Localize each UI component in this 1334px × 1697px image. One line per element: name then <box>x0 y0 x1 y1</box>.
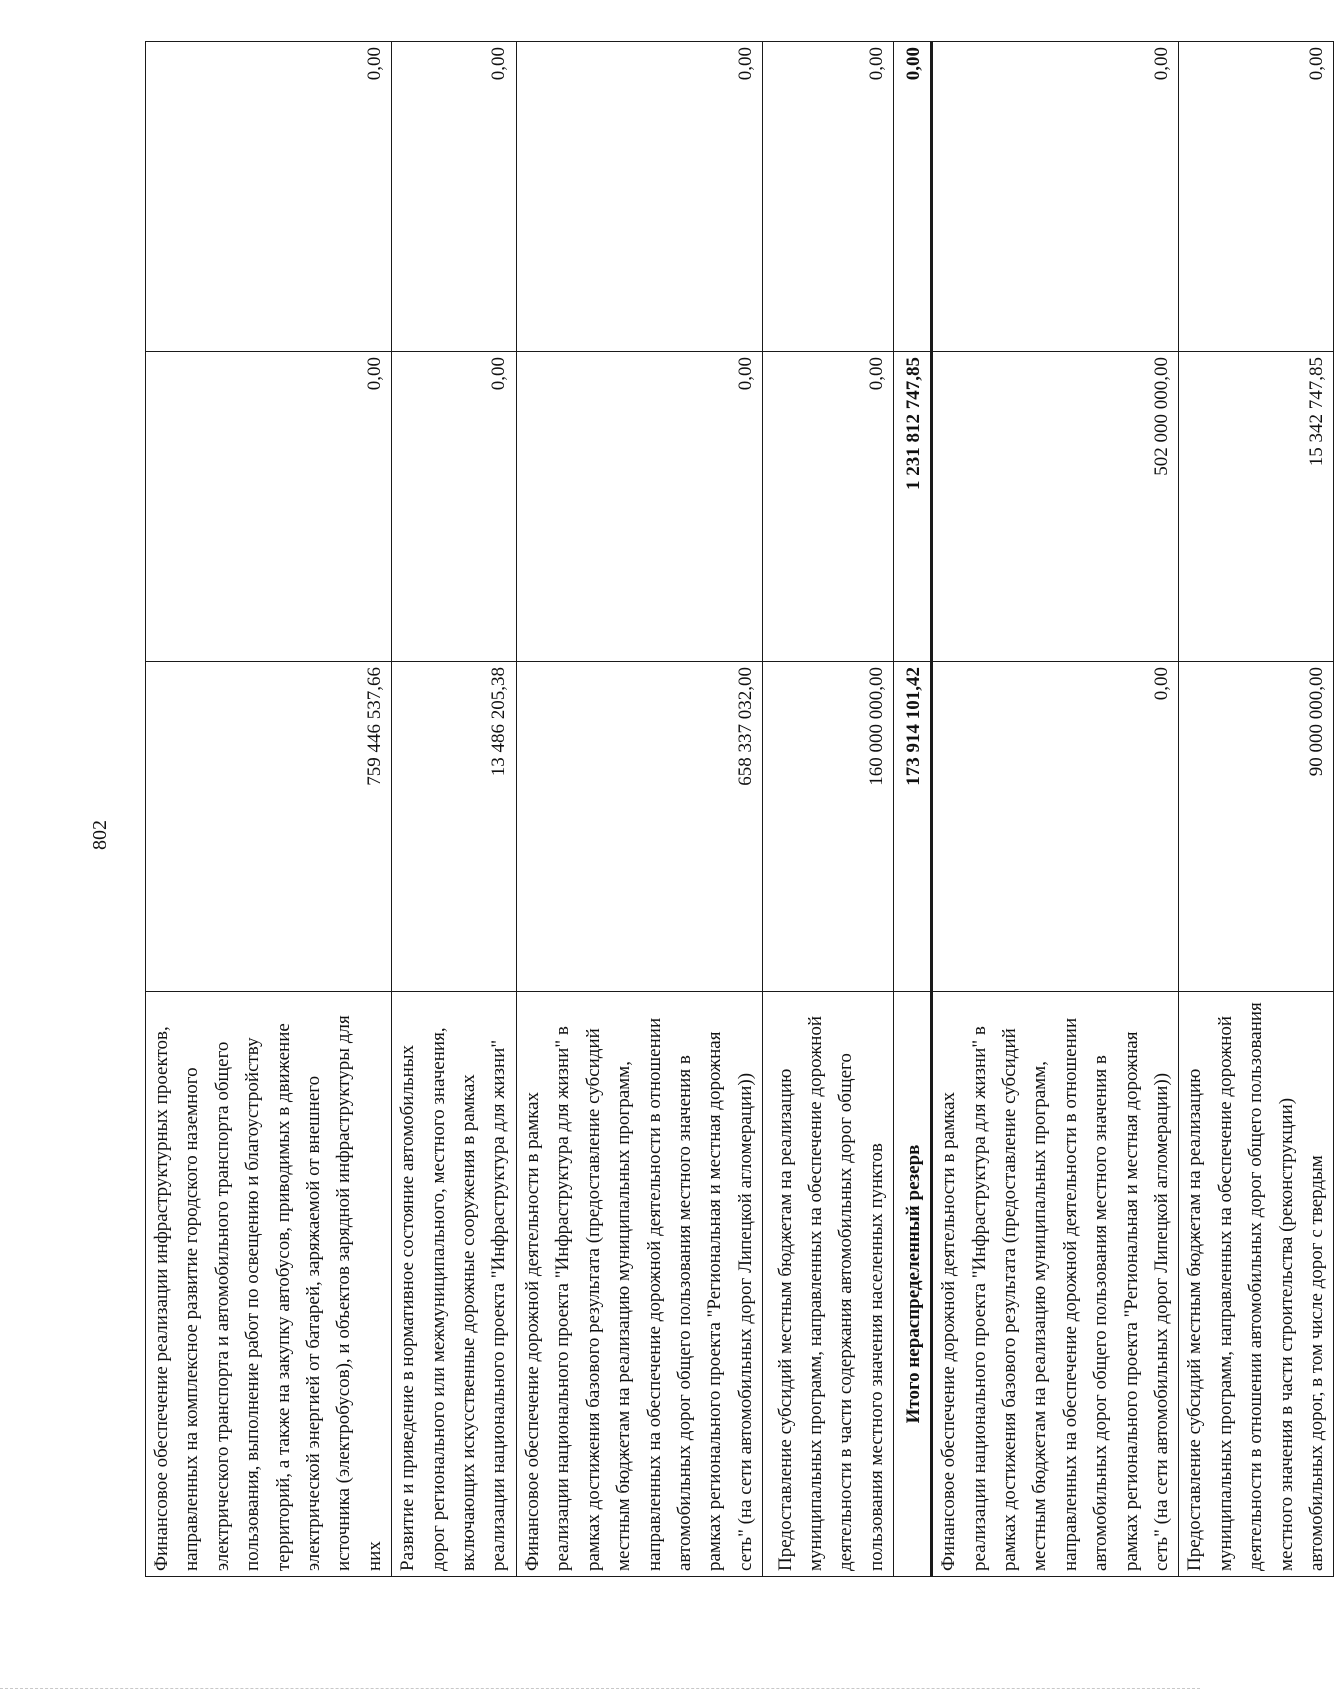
table-row <box>1179 42 1334 1577</box>
row-amount-1: 759 446 537,66 <box>146 662 392 992</box>
row-amount-2: 502 000 000,00 <box>932 352 1179 662</box>
row-description: Предоставление субсидий местным бюджетам на реализацию муниципальных программ, направленных на обеспечение дорожной деятельности в части содержания автомобильных дорог общего пользования местного значения населенных пунктов <box>763 992 894 1577</box>
total-row <box>894 42 932 1577</box>
row-amount-2: 0,00 <box>763 352 894 662</box>
row-description: Финансовое обеспечение реализации инфраструктурных проектов, направленных на комплексное развитие городского наземного электрического транспорта и автомобильного транспорта общего пользования, выполнение работ по освещению и благоустройству территорий, а также на закупку автобусов, приводимых в движение электрической энергией от батарей, заряжаемой от внешнего источника (электробусов), и объектов зарядной инфраструктуры для них <box>146 992 392 1577</box>
row-amount-3: 0,00 <box>763 42 894 352</box>
table-row <box>763 42 894 1577</box>
total-label: Итого нераспределенный резерв <box>894 992 932 1577</box>
row-amount-1: 90 000 000,00 <box>1179 662 1334 992</box>
budget-table <box>145 41 1334 1577</box>
row-amount-1: 13 486 205,38 <box>392 662 517 992</box>
row-description: Предоставление субсидий местным бюджетам на реализацию муниципальных программ, направленных на обеспечение дорожной деятельности в отношении автомобильных дорог общего пользования местного значения в части строительства (реконструкции) автомобильных дорог, в том числе дорог с твердым <box>1179 992 1334 1577</box>
row-description: Финансовое обеспечение дорожной деятельности в рамках реализации национального проекта "Инфраструктура для жизни" в рамках достижения базового результата (предоставление субсидий местным бюджетам на реализацию муниципальных программ, направленных на обеспечение дорожной деятельности в отношении автомобильных дорог общего пользования местного значения в рамках регионального проекта "Региональная и местная дорожная сеть" (на сети автомобильных дорог Липецкой агломерации)) <box>932 992 1179 1577</box>
table-row <box>146 42 392 1577</box>
row-amount-2: 0,00 <box>516 352 762 662</box>
row-amount-1: 160 000 000,00 <box>763 662 894 992</box>
row-amount-3: 0,00 <box>932 42 1179 352</box>
total-amount-2: 1 231 812 747,85 <box>894 352 932 662</box>
row-description: Финансовое обеспечение дорожной деятельности в рамках реализации национального проекта "Инфраструктура для жизни" в рамках достижения базового результата (предоставление субсидий местным бюджетам на реализацию муниципальных программ, направленных на обеспечение дорожной деятельности в отношении автомобильных дорог общего пользования местного значения в рамках регионального проекта "Региональная и местная дорожная сеть" (на сети автомобильных дорог Липецкой агломерации)) <box>516 992 762 1577</box>
row-amount-3: 0,00 <box>146 42 392 352</box>
total-amount-3: 0,00 <box>894 42 932 352</box>
total-amount-1: 173 914 101,42 <box>894 662 932 992</box>
row-amount-2: 0,00 <box>146 352 392 662</box>
page-number: 802 <box>89 820 111 850</box>
scan-edge-line <box>0 1688 1200 1689</box>
table-row <box>516 42 762 1577</box>
row-amount-3: 0,00 <box>392 42 517 352</box>
row-amount-2: 0,00 <box>392 352 517 662</box>
row-amount-2: 15 342 747,85 <box>1179 352 1334 662</box>
row-description: Развитие и приведение в нормативное состояние автомобильных дорог регионального или межмуниципального, местного значения, включающих искусственные дорожные сооружения в рамках реализации национального проекта "Инфраструктура для жизни" <box>392 992 517 1577</box>
row-amount-3: 0,00 <box>516 42 762 352</box>
row-amount-3: 0,00 <box>1179 42 1334 352</box>
table-row <box>932 42 1179 1577</box>
row-amount-1: 658 337 032,00 <box>516 662 762 992</box>
rotated-table-container <box>145 42 1327 1577</box>
row-amount-1: 0,00 <box>932 662 1179 992</box>
table-row <box>392 42 517 1577</box>
